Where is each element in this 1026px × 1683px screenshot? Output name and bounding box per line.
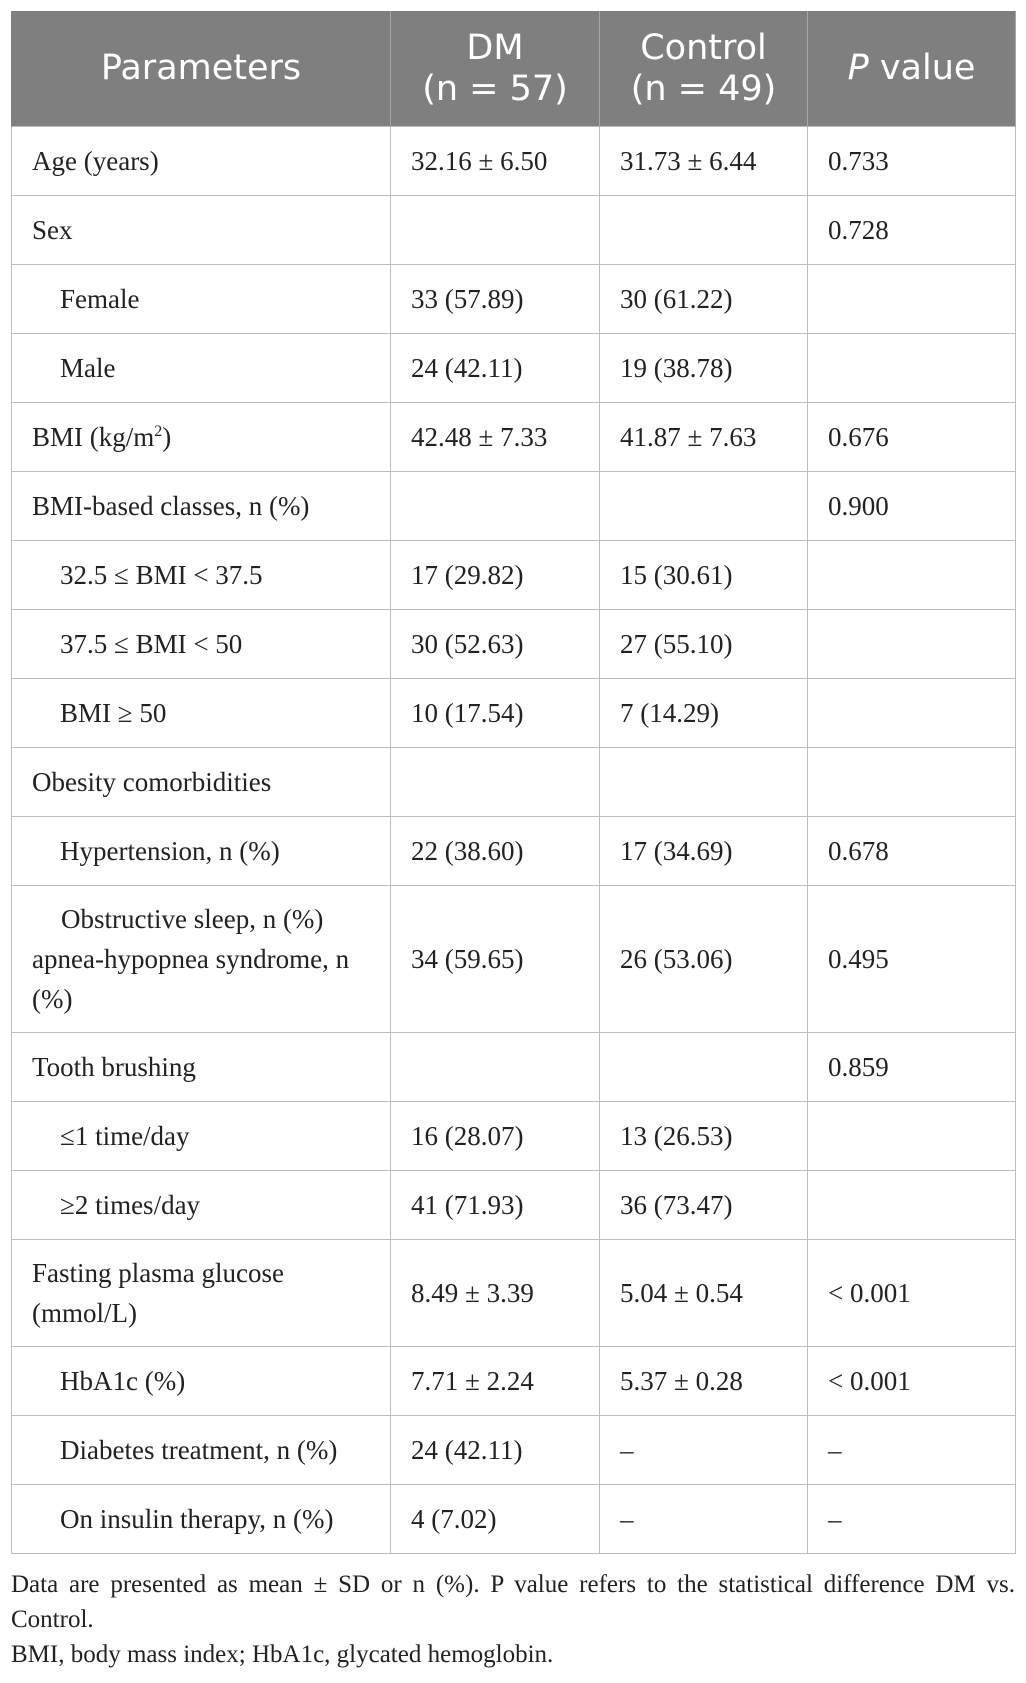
param-cell: Diabetes treatment, n (%) bbox=[12, 1416, 391, 1485]
param-cell: Fasting plasma glucose (mmol/L) bbox=[12, 1240, 391, 1347]
p-cell: 0.676 bbox=[808, 403, 1016, 472]
control-cell bbox=[600, 472, 808, 541]
table-row bbox=[12, 1347, 1016, 1416]
footnote-line: Data are presented as mean ± SD or n (%). P value refers to the statistical difference DM vs. Control. bbox=[11, 1571, 1015, 1633]
table-row bbox=[12, 403, 1016, 472]
param-cell: Sex bbox=[12, 196, 391, 265]
dm-cell: 10 (17.54) bbox=[391, 679, 600, 748]
param-cell: Age (years) bbox=[12, 127, 391, 196]
p-cell bbox=[808, 748, 1016, 817]
control-cell: 5.37 ± 0.28 bbox=[600, 1347, 808, 1416]
dm-cell: 34 (59.65) bbox=[391, 886, 600, 1033]
header-p-value: P value bbox=[808, 11, 1016, 127]
table-row bbox=[12, 679, 1016, 748]
param-cell: Female bbox=[12, 265, 391, 334]
control-cell: 5.04 ± 0.54 bbox=[600, 1240, 808, 1347]
control-cell: – bbox=[600, 1416, 808, 1485]
control-cell bbox=[600, 1033, 808, 1102]
p-cell bbox=[808, 679, 1016, 748]
p-cell bbox=[808, 1171, 1016, 1240]
dm-cell: 8.49 ± 3.39 bbox=[391, 1240, 600, 1347]
header-control: Control (n = 49) bbox=[600, 11, 808, 127]
dm-cell: 32.16 ± 6.50 bbox=[391, 127, 600, 196]
param-cell: BMI ≥ 50 bbox=[12, 679, 391, 748]
param-cell: Tooth brushing bbox=[12, 1033, 391, 1102]
control-cell: 17 (34.69) bbox=[600, 817, 808, 886]
dm-cell bbox=[391, 472, 600, 541]
dm-cell: 7.71 ± 2.24 bbox=[391, 1347, 600, 1416]
p-cell: – bbox=[808, 1416, 1016, 1485]
table-row bbox=[12, 541, 1016, 610]
control-cell: 36 (73.47) bbox=[600, 1171, 808, 1240]
dm-cell bbox=[391, 196, 600, 265]
control-cell: 41.87 ± 7.63 bbox=[600, 403, 808, 472]
param-cell: Obesity comorbidities bbox=[12, 748, 391, 817]
param-cell: BMI-based classes, n (%) bbox=[12, 472, 391, 541]
table-header-row bbox=[12, 11, 1016, 127]
param-cell: Hypertension, n (%) bbox=[12, 817, 391, 886]
param-cell: BMI $(kg/m^2)$ bbox=[12, 403, 391, 472]
dm-cell bbox=[391, 748, 600, 817]
table-row bbox=[12, 265, 1016, 334]
table-row bbox=[12, 334, 1016, 403]
control-cell: 26 (53.06) bbox=[600, 886, 808, 1033]
p-cell: 0.728 bbox=[808, 196, 1016, 265]
table-container bbox=[11, 11, 1015, 1672]
control-cell bbox=[600, 748, 808, 817]
dm-cell: 17 (29.82) bbox=[391, 541, 600, 610]
dm-cell: 33 (57.89) bbox=[391, 265, 600, 334]
table-row bbox=[12, 1416, 1016, 1485]
p-cell: 0.733 bbox=[808, 127, 1016, 196]
table-row bbox=[12, 748, 1016, 817]
p-cell bbox=[808, 610, 1016, 679]
dm-cell: 22 (38.60) bbox=[391, 817, 600, 886]
p-cell: 0.495 bbox=[808, 886, 1016, 1033]
table-row bbox=[12, 1485, 1016, 1554]
table-row bbox=[12, 610, 1016, 679]
baseline-characteristics-table bbox=[11, 11, 1016, 1554]
control-cell bbox=[600, 196, 808, 265]
p-cell bbox=[808, 1102, 1016, 1171]
dm-cell: 24 (42.11) bbox=[391, 334, 600, 403]
p-cell: – bbox=[808, 1485, 1016, 1554]
control-cell: 7 (14.29) bbox=[600, 679, 808, 748]
dm-cell: 4 (7.02) bbox=[391, 1485, 600, 1554]
dm-cell: 41 (71.93) bbox=[391, 1171, 600, 1240]
table-row bbox=[12, 817, 1016, 886]
p-cell: < 0.001 bbox=[808, 1240, 1016, 1347]
param-cell: On insulin therapy, n (%) bbox=[12, 1485, 391, 1554]
param-cell: 32.5 ≤ BMI < 37.5 bbox=[12, 541, 391, 610]
table-row bbox=[12, 1240, 1016, 1347]
table-row bbox=[12, 127, 1016, 196]
dm-cell: 42.48 ± 7.33 bbox=[391, 403, 600, 472]
p-cell bbox=[808, 265, 1016, 334]
table-row bbox=[12, 1102, 1016, 1171]
param-cell: Obstructive sleep, n (%) apnea-hypopnea syndrome, n (%) bbox=[12, 886, 391, 1033]
footnote-line: BMI, body mass index; HbA1c, glycated hemoglobin. bbox=[11, 1641, 554, 1668]
p-cell: 0.678 bbox=[808, 817, 1016, 886]
control-cell: 30 (61.22) bbox=[600, 265, 808, 334]
header-parameters: Parameters bbox=[12, 11, 391, 127]
table-row bbox=[12, 886, 1016, 1033]
p-cell bbox=[808, 541, 1016, 610]
p-cell bbox=[808, 334, 1016, 403]
p-cell: 0.859 bbox=[808, 1033, 1016, 1102]
table-footnotes bbox=[11, 1567, 1015, 1672]
p-cell: < 0.001 bbox=[808, 1347, 1016, 1416]
header-dm: DM (n = 57) bbox=[391, 11, 600, 127]
p-cell: 0.900 bbox=[808, 472, 1016, 541]
param-cell: Male bbox=[12, 334, 391, 403]
control-cell: – bbox=[600, 1485, 808, 1554]
control-cell: 19 (38.78) bbox=[600, 334, 808, 403]
param-cell: ≤1 time/day bbox=[12, 1102, 391, 1171]
dm-cell: 16 (28.07) bbox=[391, 1102, 600, 1171]
param-cell: ≥2 times/day bbox=[12, 1171, 391, 1240]
dm-cell: 30 (52.63) bbox=[391, 610, 600, 679]
dm-cell bbox=[391, 1033, 600, 1102]
control-cell: 27 (55.10) bbox=[600, 610, 808, 679]
table-row bbox=[12, 196, 1016, 265]
param-cell: HbA1c (%) bbox=[12, 1347, 391, 1416]
dm-cell: 24 (42.11) bbox=[391, 1416, 600, 1485]
param-cell: 37.5 ≤ BMI < 50 bbox=[12, 610, 391, 679]
control-cell: 13 (26.53) bbox=[600, 1102, 808, 1171]
table-row bbox=[12, 1171, 1016, 1240]
table-row bbox=[12, 472, 1016, 541]
control-cell: 31.73 ± 6.44 bbox=[600, 127, 808, 196]
control-cell: 15 (30.61) bbox=[600, 541, 808, 610]
table-row bbox=[12, 1033, 1016, 1102]
